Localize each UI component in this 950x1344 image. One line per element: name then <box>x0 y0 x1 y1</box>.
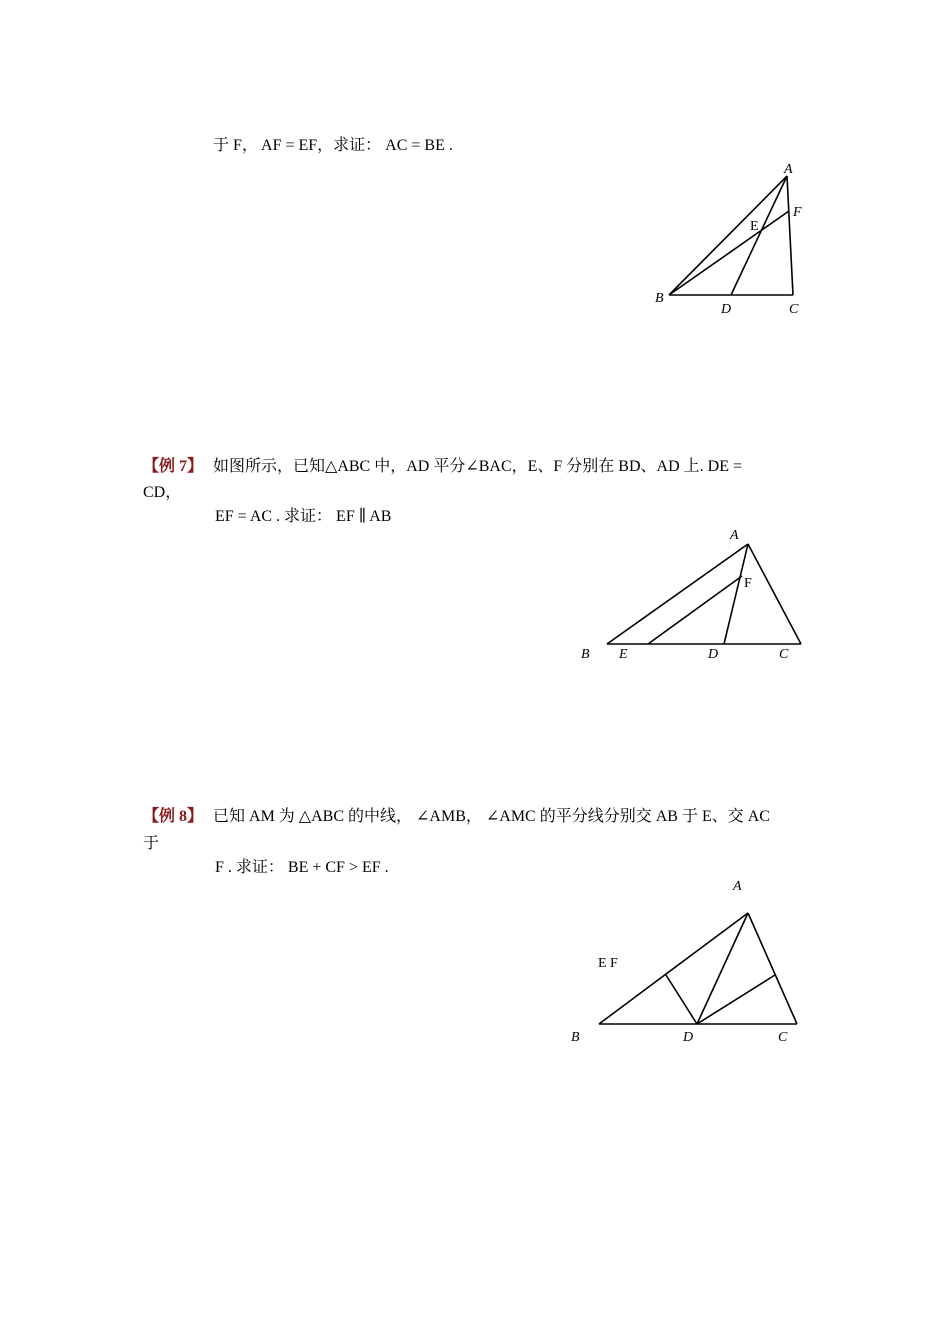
fig6-segment-AC <box>787 176 793 295</box>
fig6-label-F: F <box>793 205 802 220</box>
fig6-segment-BF <box>669 211 789 295</box>
fig8-segment-DE <box>666 975 697 1024</box>
problem7-tag: 【例 7】 <box>143 458 204 475</box>
fig8-label-B: B <box>571 1030 580 1045</box>
fig7-label-B: B <box>581 647 590 662</box>
figure7 <box>581 528 801 662</box>
fig7-label-F: F <box>744 576 752 591</box>
fig6-label-B: B <box>655 291 664 306</box>
fig7-label-E: E <box>619 647 628 662</box>
problem8-line1-cont: 于 <box>143 835 160 852</box>
fig6-label-C: C <box>789 302 799 317</box>
problem6-text: 于 F， AF = EF，求证： AC = BE . <box>213 137 453 154</box>
fig7-label-D: D <box>708 647 719 662</box>
problem7-line1: 如图所示，已知△ABC 中，AD 平分∠BAC，E、F 分别在 BD、AD 上. DE = <box>213 458 742 475</box>
fig6-label-D: D <box>721 302 732 317</box>
fig7-segment-EF <box>648 576 742 644</box>
fig8-label-C: C <box>778 1030 788 1045</box>
fig8-segment-BA <box>599 913 748 1024</box>
fig6-label-A: A <box>784 162 793 177</box>
fig6-segment-AD <box>731 176 787 295</box>
fig8-label-A: A <box>733 879 742 894</box>
problem8-line1: 已知 AM 为 △ABC 的中线， ∠AMB， ∠AMC 的平分线分别交 AB 于 E、交 AC <box>213 808 770 825</box>
fig8-label-EF: E F <box>598 956 618 971</box>
fig6-label-E: E <box>750 219 759 234</box>
figure8 <box>571 879 797 1045</box>
figure6 <box>655 162 802 317</box>
fig6-segment-BA <box>669 176 787 295</box>
fig8-label-D: D <box>683 1030 694 1045</box>
problem8-line2: F . 求证： BE + CF > EF . <box>215 859 389 876</box>
problem8-tag: 【例 8】 <box>143 808 204 825</box>
problem7-line2: EF = AC . 求证： EF ∥ AB <box>215 508 392 525</box>
fig7-segment-AC <box>748 544 801 644</box>
fig7-label-C: C <box>779 647 789 662</box>
fig8-segment-AC <box>748 913 797 1024</box>
fig7-label-A: A <box>730 528 739 543</box>
problem7-line1-cont: CD， <box>143 484 182 501</box>
